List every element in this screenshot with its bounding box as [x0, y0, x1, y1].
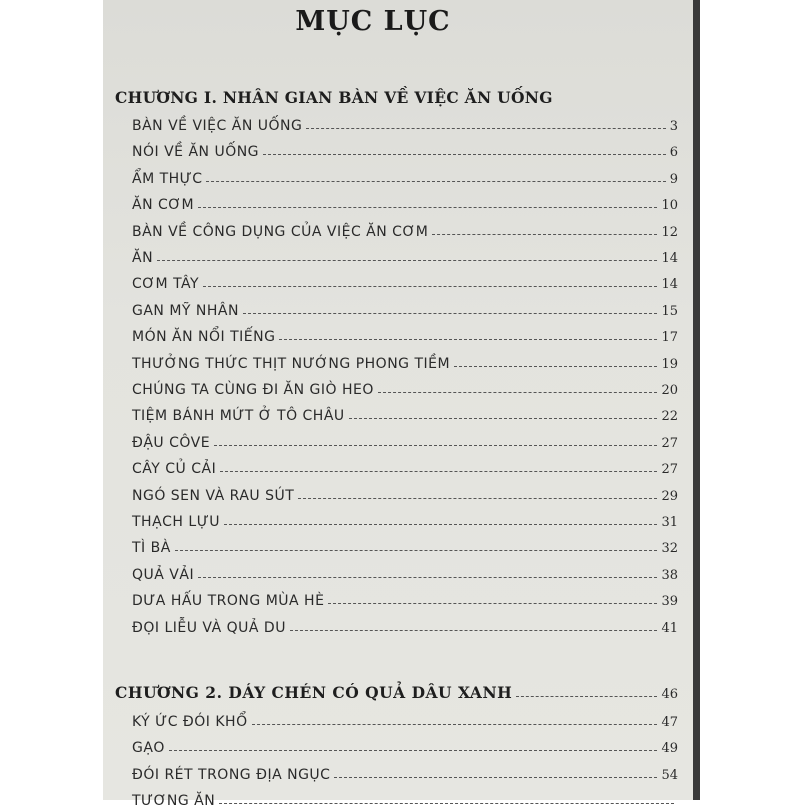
toc-entry-page: 14 [661, 251, 678, 266]
dot-leader [157, 260, 657, 261]
dot-leader [516, 696, 657, 697]
dot-leader [432, 234, 657, 235]
toc-entry-title: CHÚNG TA CÙNG ĐI ĂN GIÒ HEO [132, 382, 374, 398]
dot-leader [290, 630, 658, 631]
toc-entry-title: ĐÓI RÉT TRONG ĐỊA NGỤC [132, 766, 331, 783]
dot-leader [243, 313, 657, 314]
toc-entry-page: 27 [661, 435, 678, 451]
toc-entry-page: 49 [661, 741, 678, 757]
toc-entry [132, 757, 678, 783]
toc-entry [132, 398, 678, 424]
toc-entry-title: ĂN [132, 250, 154, 266]
toc-entry-title: NÓI VỀ ĂN UỐNG [132, 144, 260, 161]
toc-entry-page: 27 [661, 462, 678, 478]
toc-entry-title: ĂN CƠM [132, 197, 195, 214]
dot-leader [220, 471, 657, 472]
toc-entry-title: MÓN ĂN NỔI TIẾNG [132, 329, 276, 346]
toc-entry-title: CÂY CỦ CẢI [132, 461, 217, 478]
toc-entry [132, 530, 678, 556]
dot-leader [219, 803, 674, 804]
toc-entry [132, 293, 678, 319]
toc-entry [132, 161, 678, 187]
dot-leader [206, 181, 665, 182]
toc-entry-title: TIỆM BÁNH MỨT Ở TÔ CHÂU [132, 408, 345, 425]
toc-entry-page: 6 [669, 145, 678, 161]
toc-entry-title: ĐỌI LIỄU VÀ QUẢ DU [132, 619, 286, 636]
toc-entry-page: 31 [661, 515, 678, 530]
toc-entry [132, 372, 678, 398]
toc-entry [132, 478, 678, 504]
dot-leader [169, 750, 658, 751]
toc-entry [132, 108, 678, 134]
toc-entry-title: CƠM TÂY [132, 276, 200, 293]
toc-entry-title: ĐẬU CÔVE [132, 434, 211, 451]
dot-leader [454, 366, 657, 367]
page-title: MỤC LỤC [295, 6, 451, 37]
dot-leader [334, 777, 657, 778]
toc-entry [132, 557, 678, 583]
toc-entry [132, 704, 678, 730]
toc-entry [132, 134, 678, 160]
dot-leader [279, 339, 657, 340]
toc-entry-page: 41 [661, 620, 678, 636]
toc-entry-page: 29 [661, 488, 678, 504]
toc-entry-title: ẨM THỰC [132, 170, 203, 187]
toc-entry [132, 504, 678, 530]
dot-leader [349, 418, 658, 419]
toc-entry-page: 38 [661, 567, 678, 583]
toc-entry-page: 15 [661, 303, 678, 319]
toc-entry-page: 39 [661, 594, 678, 610]
toc-entry-page: 14 [661, 277, 678, 293]
dot-leader [198, 207, 657, 208]
toc-entry [132, 319, 678, 345]
toc-entry-title: TƯƠNG ĂN [132, 793, 216, 809]
toc-entry-title: TÌ BÀ [132, 540, 171, 557]
toc-entry [132, 346, 678, 372]
toc-entry-page: 10 [661, 198, 678, 214]
toc-entry-title: THƯỞNG THỨC THỊT NƯỚNG PHONG TIỀM [132, 355, 451, 372]
chapter-2-heading: CHƯƠNG 2. DÁY CHÉN CÓ QUẢ DÂU XANH [115, 683, 513, 702]
chapter-2-page: 46 [661, 687, 678, 702]
toc-entry-title: KÝ ỨC ĐÓI KHỔ [132, 714, 248, 730]
toc-entry-title: QUẢ VẢI [132, 566, 195, 583]
toc-entry [132, 240, 678, 266]
toc-entry-title: GẠO [132, 740, 165, 757]
toc-entry-page: 54 [661, 767, 678, 783]
toc-entry-title: BÀN VỀ VIỆC ĂN UỐNG [132, 118, 303, 134]
toc-entry-page: 19 [661, 356, 678, 372]
toc-entry [132, 610, 678, 636]
dot-leader [298, 498, 657, 499]
book-page [103, 0, 693, 809]
chapter-1-heading: CHƯƠNG I. NHÂN GIAN BÀN VỀ VIỆC ĂN UỐNG [115, 88, 553, 107]
toc-entry-page: 47 [661, 715, 678, 730]
dot-leader [328, 603, 657, 604]
toc-entry [132, 583, 678, 609]
toc-entry-page: 12 [661, 224, 678, 240]
toc-entry [132, 214, 678, 240]
toc-entry [132, 783, 678, 809]
dot-leader [263, 154, 666, 155]
toc-entry [132, 266, 678, 292]
toc-entry-page: 9 [669, 171, 678, 187]
chapter-2-heading-row [115, 676, 678, 702]
dot-leader [175, 550, 658, 551]
dot-leader [214, 445, 657, 446]
dot-leader [198, 577, 657, 578]
dot-leader [306, 128, 665, 129]
toc-entry-title: THẠCH LỰU [132, 514, 220, 530]
toc-entry [132, 425, 678, 451]
toc-entry-title: NGÓ SEN VÀ RAU SÚT [132, 487, 295, 504]
toc-entry [132, 730, 678, 756]
book-spine-edge [693, 0, 700, 800]
dot-leader [203, 286, 657, 287]
toc-entry-title: GAN MỸ NHÂN [132, 302, 239, 319]
dot-leader [224, 524, 657, 525]
toc-entry-page: 17 [661, 330, 678, 346]
toc-entry-title: BÀN VỀ CÔNG DỤNG CỦA VIỆC ĂN CƠM [132, 223, 429, 240]
toc-entry-title: DƯA HẤU TRONG MÙA HÈ [132, 593, 325, 610]
toc-entry [132, 451, 678, 477]
toc-entry-page: 20 [661, 383, 678, 398]
dot-leader [252, 724, 658, 725]
toc-entry [132, 187, 678, 213]
toc-entry-page: 22 [661, 409, 678, 425]
toc-entry-page: 32 [661, 541, 678, 557]
toc-entry-page: 3 [669, 119, 678, 134]
dot-leader [378, 392, 658, 393]
